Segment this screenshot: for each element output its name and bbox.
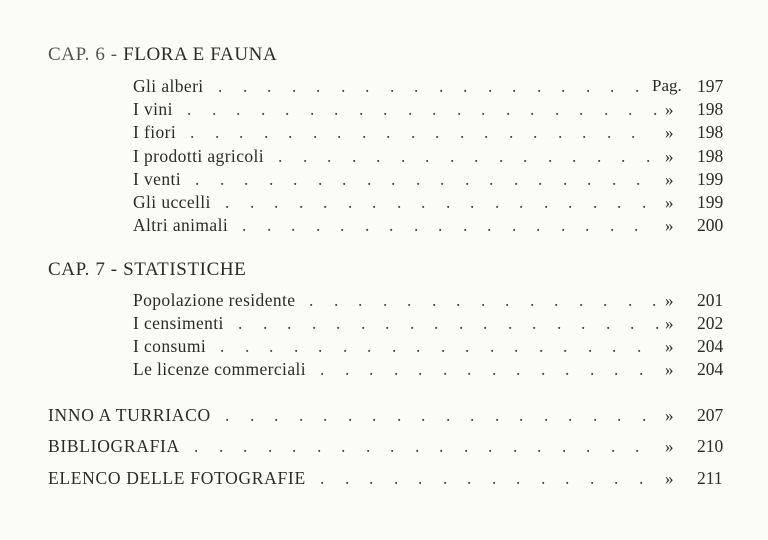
leader-dot: . (539, 336, 544, 356)
leader-dot: . (414, 76, 419, 96)
leader-dot: . (642, 405, 647, 425)
leader-dot: . (621, 146, 626, 166)
leader-dot: . (588, 336, 593, 356)
entry-page: 211 (697, 468, 723, 488)
leader-dot: . (414, 215, 419, 235)
leader-dot: . (439, 436, 444, 456)
leader-dot: . (390, 436, 395, 456)
leader-dot: . (267, 76, 272, 96)
leader-dot: . (604, 99, 609, 119)
leader-dot: . (653, 99, 658, 119)
leader-dot: . (439, 76, 444, 96)
leader-dot: . (269, 336, 274, 356)
leader-dot: . (582, 122, 587, 142)
leader-dot: . (593, 192, 598, 212)
leader-dot: . (610, 76, 615, 96)
leader-dot: . (474, 146, 479, 166)
leader-dot: . (635, 76, 640, 96)
leader-dot: . (492, 468, 497, 488)
leader-dot: . (194, 436, 199, 456)
leader-dot: . (563, 169, 568, 189)
leader-dot: . (401, 146, 406, 166)
leader-dot: . (523, 146, 528, 166)
entry-marker: » (665, 170, 674, 189)
chapter-7-heading (48, 259, 246, 281)
entry-page: 198 (697, 122, 724, 142)
chapter-title: FLORA E FAUNA (123, 44, 278, 65)
leader-dot: . (337, 122, 342, 142)
leader-dot: . (288, 122, 293, 142)
leader-dot: . (392, 336, 397, 356)
leader-dot: . (481, 99, 486, 119)
leader-dot: . (579, 99, 584, 119)
leader-dot: . (372, 192, 377, 212)
leader-dot: . (652, 290, 657, 310)
leader-dot: . (446, 192, 451, 212)
leader-dot: . (195, 169, 200, 189)
entry-page: 198 (697, 99, 724, 119)
leader-dot: . (443, 359, 448, 379)
leader-dot: . (544, 405, 549, 425)
leader-dot: . (386, 122, 391, 142)
leader-dot: . (310, 99, 315, 119)
leader-dot: . (628, 290, 633, 310)
leader-dot: . (397, 192, 402, 212)
leader-dot: . (611, 436, 616, 456)
leader-dot: . (343, 336, 348, 356)
leader-dot: . (303, 146, 308, 166)
leader-dot: . (312, 313, 317, 333)
leader-dot: . (341, 436, 346, 456)
leader-dot: . (655, 313, 660, 333)
leader-dot: . (408, 99, 413, 119)
leader-dot: . (292, 436, 297, 456)
leader-dot: . (421, 192, 426, 212)
leader-dot: . (269, 169, 274, 189)
leader-dot: . (299, 192, 304, 212)
leader-dot: . (537, 436, 542, 456)
leader-dot: . (646, 146, 651, 166)
entry-page: 207 (697, 405, 724, 425)
leader-dot: . (383, 99, 388, 119)
leader-dot: . (261, 99, 266, 119)
leader-dot: . (457, 99, 462, 119)
entry-title: I fiori (133, 122, 177, 142)
leader-dot: . (579, 290, 584, 310)
entry-page: 201 (697, 290, 724, 310)
entry-marker: » (665, 291, 674, 310)
leader-dot: . (465, 169, 470, 189)
entry-marker: » (665, 147, 674, 166)
leader-dot: . (585, 215, 590, 235)
leader-dot: . (470, 405, 475, 425)
leader-dot: . (606, 313, 611, 333)
leader-dot: . (244, 169, 249, 189)
chapter-prefix: CAP. 7 - (48, 259, 118, 280)
leader-dot: . (345, 468, 350, 488)
entry-title: ELENCO DELLE FOTOGRAFIE (48, 468, 306, 488)
entry-page: 197 (697, 76, 724, 96)
leader-dot: . (291, 215, 296, 235)
leader-dot: . (267, 215, 272, 235)
leader-dot: . (391, 169, 396, 189)
leader-dot: . (639, 359, 644, 379)
chapter-6-heading (48, 44, 277, 66)
leader-dot: . (239, 122, 244, 142)
leader-dot: . (513, 436, 518, 456)
entry-page: 204 (697, 336, 724, 356)
leader-dot: . (366, 436, 371, 456)
leader-dot: . (509, 122, 514, 142)
leader-dot: . (631, 122, 636, 142)
leader-dot: . (637, 336, 642, 356)
leader-dot: . (236, 99, 241, 119)
entry-marker: » (665, 216, 674, 235)
leader-dot: . (516, 359, 521, 379)
chapter-title: STATISTICHE (123, 259, 247, 280)
leader-dot: . (299, 405, 304, 425)
leader-dot: . (572, 146, 577, 166)
leader-dot: . (446, 405, 451, 425)
leader-dot: . (636, 169, 641, 189)
leader-dot: . (541, 468, 546, 488)
entry-marker: » (665, 406, 674, 425)
leader-dot: . (499, 146, 504, 166)
leader-dot: . (434, 313, 439, 333)
leader-dot: . (463, 76, 468, 96)
leader-dot: . (432, 290, 437, 310)
leader-dot: . (418, 468, 423, 488)
leader-dot: . (634, 215, 639, 235)
leader-dot: . (352, 146, 357, 166)
leader-dot: . (369, 468, 374, 488)
leader-dot: . (340, 215, 345, 235)
leader-dot: . (586, 76, 591, 96)
leader-dot: . (536, 215, 541, 235)
leader-dot: . (467, 468, 472, 488)
leader-dot: . (348, 405, 353, 425)
leader-dot: . (492, 359, 497, 379)
leader-dot: . (562, 436, 567, 456)
leader-dot: . (456, 290, 461, 310)
leader-dot: . (587, 169, 592, 189)
leader-dot: . (385, 313, 390, 333)
leader-dot: . (481, 290, 486, 310)
leader-dot: . (532, 313, 537, 333)
leader-dot: . (212, 99, 217, 119)
entry-page: 198 (697, 146, 724, 166)
leader-dot: . (250, 192, 255, 212)
leader-dot: . (519, 192, 524, 212)
leader-dot: . (390, 76, 395, 96)
leader-dot: . (418, 359, 423, 379)
leader-dot: . (565, 468, 570, 488)
leader-dot: . (367, 336, 372, 356)
leader-dot: . (263, 313, 268, 333)
leader-dot: . (365, 215, 370, 235)
leader-dot: . (313, 122, 318, 142)
leader-dot: . (614, 359, 619, 379)
entry-title: I vini (133, 99, 173, 119)
leader-dot: . (593, 405, 598, 425)
leader-dot: . (464, 436, 469, 456)
leader-dot: . (220, 169, 225, 189)
leader-dot: . (617, 192, 622, 212)
leader-dot: . (323, 405, 328, 425)
leader-dot: . (538, 169, 543, 189)
leader-dot: . (220, 336, 225, 356)
leader-dot: . (421, 405, 426, 425)
leader-dot: . (488, 76, 493, 96)
leader-dot: . (190, 122, 195, 142)
leader-dot: . (407, 290, 412, 310)
leader-dot: . (617, 405, 622, 425)
leader-dot: . (285, 99, 290, 119)
leader-dot: . (459, 313, 464, 333)
leader-dot: . (484, 122, 489, 142)
leader-dot: . (218, 76, 223, 96)
entry-page: 199 (697, 192, 724, 212)
leader-dot: . (318, 169, 323, 189)
leader-dot: . (318, 336, 323, 356)
leader-dot: . (316, 215, 321, 235)
leader-dot: . (537, 76, 542, 96)
entry-title: Gli uccelli (133, 192, 211, 212)
entry-title: Le licenze commerciali (133, 359, 307, 379)
leader-dot: . (238, 313, 243, 333)
leader-dot: . (489, 169, 494, 189)
leader-dot: . (642, 192, 647, 212)
entry-title: BIBLIOGRAFIA (48, 436, 180, 456)
leader-dot: . (389, 215, 394, 235)
leader-dot: . (581, 313, 586, 333)
leader-dot: . (219, 436, 224, 456)
leader-dot: . (555, 99, 560, 119)
leader-dot: . (630, 313, 635, 333)
leader-dot: . (561, 215, 566, 235)
leader-dot: . (243, 436, 248, 456)
leader-dot: . (264, 122, 269, 142)
leader-dot: . (268, 436, 273, 456)
leader-dot: . (495, 405, 500, 425)
entry-page: 204 (697, 359, 724, 379)
leader-dot: . (568, 192, 573, 212)
leader-dot: . (242, 215, 247, 235)
leader-dot: . (465, 336, 470, 356)
leader-dot: . (274, 405, 279, 425)
leader-dot: . (334, 99, 339, 119)
leader-dot: . (345, 359, 350, 379)
leader-dot: . (359, 99, 364, 119)
leader-dot: . (563, 336, 568, 356)
entry-marker: » (665, 123, 674, 142)
leader-dot: . (316, 76, 321, 96)
leader-dot: . (292, 76, 297, 96)
leader-dot: . (612, 169, 617, 189)
leader-dot: . (470, 192, 475, 212)
entry-marker: » (665, 193, 674, 212)
leader-dot: . (610, 215, 615, 235)
leader-dot: . (490, 336, 495, 356)
leader-dot: . (432, 99, 437, 119)
leader-dot: . (488, 436, 493, 456)
leader-dot: . (394, 359, 399, 379)
entry-title: I censimenti (133, 313, 224, 333)
leader-dot: . (383, 290, 388, 310)
leader-dot: . (274, 192, 279, 212)
leader-dot: . (327, 146, 332, 166)
leader-dot: . (495, 192, 500, 212)
leader-dot: . (250, 405, 255, 425)
leader-dot: . (554, 290, 559, 310)
leader-dot: . (215, 122, 220, 142)
leader-dot: . (441, 336, 446, 356)
leader-dot: . (590, 359, 595, 379)
leader-dot: . (225, 192, 230, 212)
leader-dot: . (245, 336, 250, 356)
leader-dot: . (362, 122, 367, 142)
entry-marker: » (665, 314, 674, 333)
leader-dot: . (533, 122, 538, 142)
entry-page: 200 (697, 215, 724, 235)
leader-dot: . (342, 169, 347, 189)
leader-dot: . (530, 99, 535, 119)
entry-marker: Pag. (652, 76, 682, 95)
leader-dot: . (607, 122, 612, 142)
leader-dot: . (416, 169, 421, 189)
entry-page: 210 (697, 436, 724, 456)
leader-dot: . (317, 436, 322, 456)
leader-dot: . (309, 290, 314, 310)
leader-dot: . (544, 192, 549, 212)
entry-page: 202 (697, 313, 724, 333)
leader-dot: . (463, 215, 468, 235)
leader-dot: . (323, 192, 328, 212)
leader-dot: . (558, 122, 563, 142)
leader-dot: . (394, 468, 399, 488)
chapter-prefix: CAP. 6 - (48, 44, 118, 65)
leader-dot: . (505, 290, 510, 310)
leader-dot: . (514, 336, 519, 356)
leader-dot: . (376, 146, 381, 166)
entry-title: INNO A TURRIACO (48, 405, 211, 425)
leader-dot: . (568, 405, 573, 425)
leader-dot: . (367, 169, 372, 189)
entry-title: Gli alberi (133, 76, 204, 96)
leader-dot: . (635, 436, 640, 456)
leader-dot: . (320, 468, 325, 488)
leader-dot: . (348, 192, 353, 212)
leader-dot: . (294, 336, 299, 356)
leader-dot: . (341, 76, 346, 96)
leader-dot: . (639, 468, 644, 488)
leader-dot: . (278, 146, 283, 166)
leader-dot: . (612, 336, 617, 356)
leader-dot: . (512, 215, 517, 235)
leader-dot: . (410, 313, 415, 333)
leader-dot: . (365, 76, 370, 96)
leader-dot: . (597, 146, 602, 166)
leader-dot: . (438, 215, 443, 235)
leader-dot: . (519, 405, 524, 425)
leader-dot: . (530, 290, 535, 310)
leader-dot: . (361, 313, 366, 333)
entry-marker: » (665, 360, 674, 379)
leader-dot: . (557, 313, 562, 333)
leader-dot: . (225, 405, 230, 425)
entry-marker: » (665, 100, 674, 119)
leader-dot: . (334, 290, 339, 310)
entry-marker: » (665, 337, 674, 356)
leader-dot: . (287, 313, 292, 333)
leader-dot: . (358, 290, 363, 310)
leader-dot: . (565, 359, 570, 379)
leader-dot: . (415, 436, 420, 456)
leader-dot: . (516, 468, 521, 488)
leader-dot: . (372, 405, 377, 425)
leader-dot: . (483, 313, 488, 333)
leader-dot: . (561, 76, 566, 96)
leader-dot: . (187, 99, 192, 119)
leader-dot: . (336, 313, 341, 333)
leader-dot: . (586, 436, 591, 456)
entry-title: Popolazione residente (133, 290, 296, 310)
leader-dot: . (512, 76, 517, 96)
leader-dot: . (243, 76, 248, 96)
leader-dot: . (541, 359, 546, 379)
entry-marker: » (665, 437, 674, 456)
leader-dot: . (425, 146, 430, 166)
leader-dot: . (450, 146, 455, 166)
leader-dot: . (514, 169, 519, 189)
entry-title: Altri animali (133, 215, 229, 235)
leader-dot: . (603, 290, 608, 310)
entry-title: I prodotti agricoli (133, 146, 265, 166)
entry-page: 199 (697, 169, 724, 189)
leader-dot: . (506, 99, 511, 119)
leader-dot: . (628, 99, 633, 119)
leader-dot: . (397, 405, 402, 425)
entry-title: I venti (133, 169, 181, 189)
leader-dot: . (416, 336, 421, 356)
leader-dot: . (460, 122, 465, 142)
leader-dot: . (590, 468, 595, 488)
leader-dot: . (443, 468, 448, 488)
leader-dot: . (508, 313, 513, 333)
leader-dot: . (369, 359, 374, 379)
leader-dot: . (467, 359, 472, 379)
leader-dot: . (320, 359, 325, 379)
leader-dot: . (440, 169, 445, 189)
leader-dot: . (411, 122, 416, 142)
leader-dot: . (435, 122, 440, 142)
entry-marker: » (665, 469, 674, 488)
entry-title: I consumi (133, 336, 207, 356)
leader-dot: . (293, 169, 298, 189)
leader-dot: . (487, 215, 492, 235)
leader-dot: . (614, 468, 619, 488)
leader-dot: . (548, 146, 553, 166)
